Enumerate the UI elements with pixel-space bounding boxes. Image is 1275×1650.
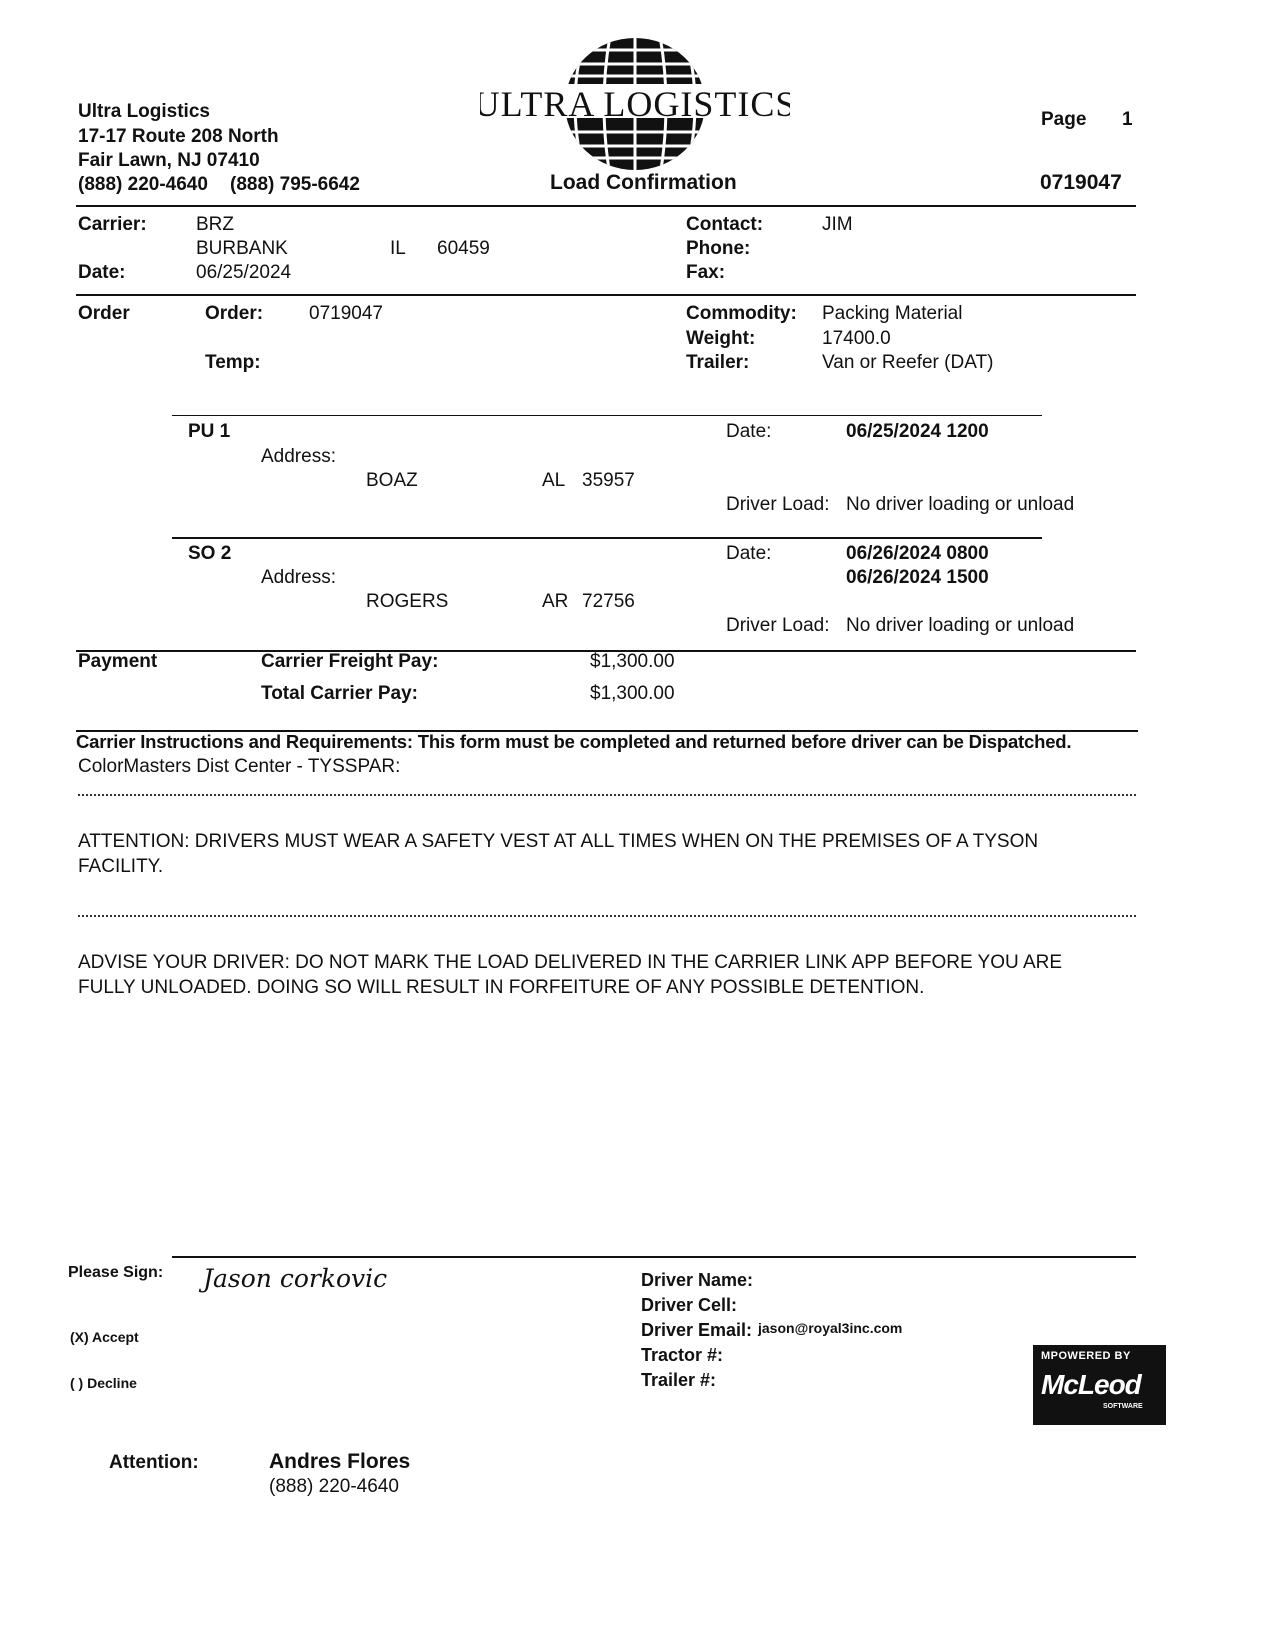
order-section-label: Order [78,303,130,324]
badge-brand: McLeod [1041,1369,1141,1400]
weight-label: Weight: [686,328,756,349]
trailer-value: Van or Reefer (DAT) [822,352,994,373]
stop-divider [172,415,1042,416]
driver-cell-label: Driver Cell: [641,1295,738,1315]
signature: Jason corkovic [203,1264,388,1293]
please-sign-label: Please Sign: [68,1264,164,1281]
trailer-number-label: Trailer #: [641,1370,717,1390]
driver-load-value: No driver loading or unload [846,615,1075,636]
driver-email-label: Driver Email: [641,1320,753,1340]
contact-label: Contact: [686,214,764,235]
page-label: Page [1041,109,1087,130]
instructions-location: ColorMasters Dist Center - TYSSPAR: [78,756,401,777]
badge-powered-by: MPOWERED BY [1041,1350,1131,1362]
carrier-name: BRZ [196,214,234,235]
temp-label: Temp: [205,352,261,373]
weight-value: 17400.0 [822,328,891,349]
driver-load-value: No driver loading or unload [846,494,1075,515]
instructions-header: Carrier Instructions and Requirements: This form must be completed and returned before driver can be Dispatched. [76,731,1072,752]
divider [172,1256,1136,1258]
globe-logo-icon [480,36,790,171]
stop-date: 06/25/2024 1200 [846,421,989,442]
commodity-value: Packing Material [822,303,963,324]
company-phone2: (888) 795-6642 [230,174,360,195]
phone-label: Phone: [686,238,751,259]
freight-pay-label: Carrier Freight Pay: [261,651,439,672]
driver-email-value: jason@royal3inc.com [758,1320,903,1336]
stop-state: AR [542,591,569,612]
company-address-line2: Fair Lawn, NJ 07410 [78,150,260,171]
logo-wordmark: ULTRA LOGISTICS [480,84,790,124]
stop-date-start: 06/26/2024 0800 [846,543,989,564]
trailer-label: Trailer: [686,352,750,373]
tractor-label: Tractor #: [641,1345,724,1365]
total-pay-label: Total Carrier Pay: [261,683,418,704]
order-label: Order: [205,303,264,324]
carrier-date: 06/25/2024 [196,262,292,283]
company-address-line1: 17-17 Route 208 North [78,126,279,147]
stop-city: ROGERS [366,591,449,612]
load-number: 0719047 [1040,171,1122,194]
commodity-label: Commodity: [686,303,797,324]
stop-zip: 35957 [582,470,635,491]
divider [76,205,1136,207]
order-number: 0719047 [309,303,383,324]
stop-address-label: Address: [261,567,336,588]
page-number: 1 [1122,109,1133,130]
contact-name: JIM [822,214,853,235]
stop-city: BOAZ [366,470,418,491]
stop-date-label: Date: [726,421,772,442]
carrier-city: BURBANK [196,238,288,259]
attention-name: Andres Flores [269,1450,411,1473]
accept-option[interactable]: (X) Accept [70,1329,139,1345]
dotted-separator [78,794,1136,796]
attention-phone: (888) 220-4640 [269,1476,399,1497]
stop-label: SO 2 [188,543,232,564]
divider [76,294,1136,296]
stop-address-label: Address: [261,446,336,467]
payment-section-label: Payment [78,651,158,672]
company-logo [480,36,790,171]
company-phone1: (888) 220-4640 [78,174,208,195]
instructions-safety-note: ATTENTION: DRIVERS MUST WEAR A SAFETY VEST AT ALL TIMES WHEN ON THE PREMISES OF A TYSON FACILITY. [78,831,1039,877]
badge-software: SOFTWARE [1103,1403,1143,1410]
carrier-zip: 60459 [437,238,490,259]
company-name: Ultra Logistics [78,101,210,122]
document-title: Load Confirmation [550,171,737,194]
driver-name-label: Driver Name: [641,1270,754,1290]
carrier-label: Carrier: [78,214,147,235]
fax-label: Fax: [686,262,726,283]
attention-label: Attention: [109,1452,199,1473]
freight-pay-value: $1,300.00 [590,651,675,672]
stop-zip: 72756 [582,591,635,612]
instructions-delivery-note: ADVISE YOUR DRIVER: DO NOT MARK THE LOAD DELIVERED IN THE CARRIER LINK APP BEFORE YOU ARE FULLY UNLOADED. DOING SO WILL RESULT IN FORFEITURE OF ANY POSSIBLE DETENTION. [78,952,1063,998]
stop-date-end: 06/26/2024 1500 [846,567,989,588]
carrier-state: IL [390,238,406,259]
dotted-separator [78,915,1136,917]
carrier-date-label: Date: [78,262,126,283]
driver-load-label: Driver Load: [726,494,830,515]
driver-load-label: Driver Load: [726,615,830,636]
stop-label: PU 1 [188,421,231,442]
total-pay-value: $1,300.00 [590,683,675,704]
mcleod-badge [1033,1345,1166,1425]
stop-divider [172,537,1042,539]
stop-date-label: Date: [726,543,772,564]
stop-state: AL [542,470,566,491]
decline-option[interactable]: ( ) Decline [70,1375,137,1391]
